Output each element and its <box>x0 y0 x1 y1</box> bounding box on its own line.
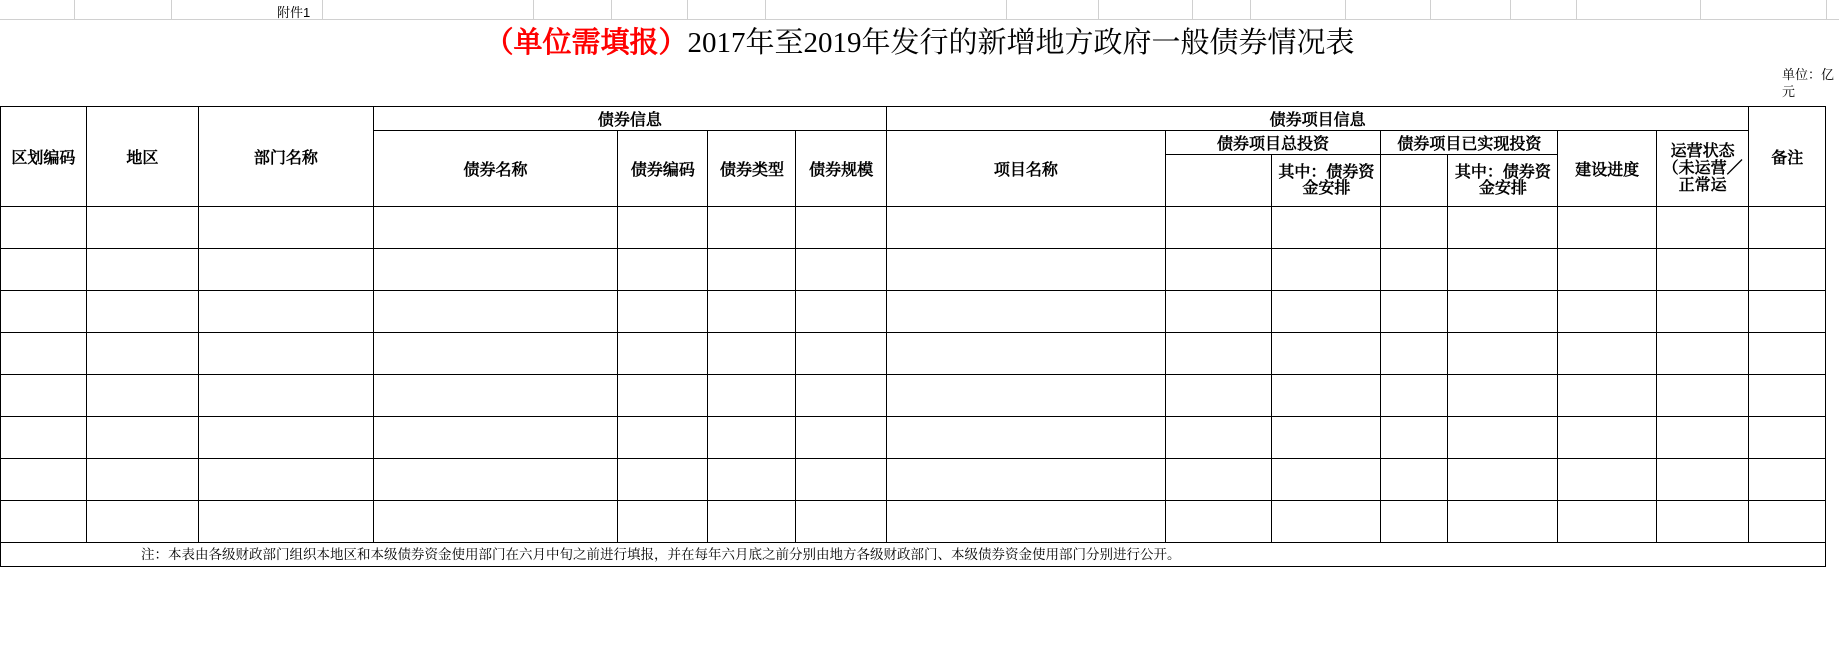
title-prefix: （单位需填报） <box>484 27 688 59</box>
cell-total-investment-of-which[interactable] <box>1272 501 1381 543</box>
cell-department-name[interactable] <box>199 459 374 501</box>
cell-construction-progress[interactable] <box>1558 249 1656 291</box>
cell-bond-code[interactable] <box>618 417 708 459</box>
col-header-department-name: 部门名称 <box>199 107 374 207</box>
grid-line <box>1192 0 1193 20</box>
grid-line <box>1345 0 1346 20</box>
cell-department-name[interactable] <box>199 501 374 543</box>
cell-bond-scale[interactable] <box>796 375 886 417</box>
cell-construction-progress[interactable] <box>1558 417 1656 459</box>
cell-bond-code[interactable] <box>618 501 708 543</box>
cell-realized-investment[interactable] <box>1381 501 1448 543</box>
col-header-bond-type: 债券类型 <box>708 131 796 207</box>
cell-remarks[interactable] <box>1749 249 1826 291</box>
cell-bond-scale[interactable] <box>796 417 886 459</box>
cell-district-code[interactable] <box>1 249 87 291</box>
col-header-realized-investment-of-which: 其中：债券资金安排 <box>1448 155 1558 207</box>
cell-remarks[interactable] <box>1749 333 1826 375</box>
cell-operation-status[interactable] <box>1656 249 1749 291</box>
cell-construction-progress[interactable] <box>1558 459 1656 501</box>
footer-note: 注：本表由各级财政部门组织本地区和本级债券资金使用部门在六月中旬之前进行填报，并在每年六月底之前分别由地方各级财政部门、本级债券资金使用部门分别进行公开。 <box>0 543 1826 567</box>
cell-bond-code[interactable] <box>618 291 708 333</box>
cell-total-investment[interactable] <box>1165 291 1272 333</box>
cell-region[interactable] <box>86 375 198 417</box>
cell-bond-type[interactable] <box>708 207 796 249</box>
cell-construction-progress[interactable] <box>1558 333 1656 375</box>
col-header-remarks: 备注 <box>1749 107 1826 207</box>
cell-bond-scale[interactable] <box>796 459 886 501</box>
attachment-label: 附件1 <box>277 5 311 20</box>
bond-table <box>0 106 1826 543</box>
grid-line <box>171 0 172 20</box>
grid-line <box>1826 0 1827 20</box>
cell-total-investment-of-which[interactable] <box>1272 249 1381 291</box>
cell-total-investment-of-which[interactable] <box>1272 459 1381 501</box>
cell-district-code[interactable] <box>1 501 87 543</box>
cell-realized-investment-of-which[interactable] <box>1448 291 1558 333</box>
page-title <box>484 27 1354 59</box>
cell-project-name[interactable] <box>886 249 1165 291</box>
cell-operation-status[interactable] <box>1656 207 1749 249</box>
cell-total-investment[interactable] <box>1165 333 1272 375</box>
cell-realized-investment[interactable] <box>1381 459 1448 501</box>
cell-total-investment[interactable] <box>1165 249 1272 291</box>
grid-line <box>1430 0 1431 20</box>
table-body <box>1 207 1826 543</box>
col-header-realized-investment-blank <box>1381 155 1448 207</box>
col-header-operation-status: 运营状态（未运营／正常运 <box>1656 131 1749 207</box>
cell-operation-status[interactable] <box>1656 417 1749 459</box>
cell-operation-status[interactable] <box>1656 375 1749 417</box>
unit-row <box>0 66 1839 106</box>
cell-realized-investment-of-which[interactable] <box>1448 249 1558 291</box>
cell-bond-code[interactable] <box>618 249 708 291</box>
cell-construction-progress[interactable] <box>1558 501 1656 543</box>
cell-operation-status[interactable] <box>1656 501 1749 543</box>
cell-bond-type[interactable] <box>708 501 796 543</box>
col-header-district-code: 区划编码 <box>1 107 87 207</box>
cell-project-name[interactable] <box>886 417 1165 459</box>
cell-bond-scale[interactable] <box>796 501 886 543</box>
cell-department-name[interactable] <box>199 333 374 375</box>
cell-bond-scale[interactable] <box>796 291 886 333</box>
cell-construction-progress[interactable] <box>1558 291 1656 333</box>
cell-project-name[interactable] <box>886 459 1165 501</box>
cell-bond-type[interactable] <box>708 291 796 333</box>
col-header-construction-progress: 建设进度 <box>1558 131 1656 207</box>
cell-realized-investment[interactable] <box>1381 249 1448 291</box>
table-row[interactable] <box>1 291 1826 333</box>
cell-realized-investment-of-which[interactable] <box>1448 333 1558 375</box>
cell-realized-investment-of-which[interactable] <box>1448 207 1558 249</box>
group-header-project-info: 债券项目信息 <box>886 107 1749 131</box>
cell-bond-name[interactable] <box>373 333 617 375</box>
col-header-total-investment-blank <box>1165 155 1272 207</box>
cell-bond-name[interactable] <box>373 417 617 459</box>
grid-line <box>687 0 688 20</box>
cell-bond-code[interactable] <box>618 459 708 501</box>
cell-project-name[interactable] <box>886 291 1165 333</box>
cell-remarks[interactable] <box>1749 207 1826 249</box>
col-header-project-name: 项目名称 <box>886 131 1165 207</box>
cell-district-code[interactable] <box>1 207 87 249</box>
cell-realized-investment-of-which[interactable] <box>1448 459 1558 501</box>
cell-region[interactable] <box>86 501 198 543</box>
table-head <box>1 107 1826 207</box>
col-header-realized-investment: 债券项目已实现投资 <box>1381 131 1558 155</box>
cell-region[interactable] <box>86 207 198 249</box>
cell-bond-code[interactable] <box>618 207 708 249</box>
cell-total-investment[interactable] <box>1165 459 1272 501</box>
cell-bond-type[interactable] <box>708 249 796 291</box>
grid-line <box>1098 0 1099 20</box>
cell-region[interactable] <box>86 333 198 375</box>
grid-line <box>322 0 323 20</box>
grid-line <box>1576 0 1577 20</box>
cell-region[interactable] <box>86 249 198 291</box>
cell-district-code[interactable] <box>1 459 87 501</box>
cell-bond-name[interactable] <box>373 459 617 501</box>
cell-region[interactable] <box>86 459 198 501</box>
cell-remarks[interactable] <box>1749 291 1826 333</box>
cell-total-investment-of-which[interactable] <box>1272 375 1381 417</box>
grid-line <box>1510 0 1511 20</box>
cell-remarks[interactable] <box>1749 501 1826 543</box>
col-header-total-investment-of-which: 其中：债券资金安排 <box>1272 155 1381 207</box>
cell-bond-name[interactable] <box>373 291 617 333</box>
cell-project-name[interactable] <box>886 333 1165 375</box>
cell-region[interactable] <box>86 291 198 333</box>
cell-bond-scale[interactable] <box>796 333 886 375</box>
cell-total-investment[interactable] <box>1165 375 1272 417</box>
cell-district-code[interactable] <box>1 417 87 459</box>
cell-construction-progress[interactable] <box>1558 375 1656 417</box>
cell-district-code[interactable] <box>1 291 87 333</box>
cell-construction-progress[interactable] <box>1558 207 1656 249</box>
cell-department-name[interactable] <box>199 207 374 249</box>
table-row[interactable] <box>1 459 1826 501</box>
cell-realized-investment[interactable] <box>1381 291 1448 333</box>
cell-realized-investment[interactable] <box>1381 375 1448 417</box>
table-row[interactable] <box>1 207 1826 249</box>
header-group-row <box>1 107 1826 131</box>
title-main: 2017年至2019年发行的新增地方政府一般债券情况表 <box>687 27 1355 59</box>
grid-line <box>1250 0 1251 20</box>
col-header-bond-name: 债券名称 <box>373 131 617 207</box>
grid-line <box>765 0 766 20</box>
grid-line <box>74 0 75 20</box>
grid-line <box>1006 0 1007 20</box>
cell-project-name[interactable] <box>886 501 1165 543</box>
cell-bond-scale[interactable] <box>796 249 886 291</box>
col-header-region: 地区 <box>86 107 198 207</box>
cell-realized-investment[interactable] <box>1381 207 1448 249</box>
cell-bond-name[interactable] <box>373 249 617 291</box>
table-row[interactable] <box>1 375 1826 417</box>
title-row <box>0 20 1839 66</box>
cell-remarks[interactable] <box>1749 459 1826 501</box>
grid-line <box>1700 0 1701 20</box>
cell-bond-name[interactable] <box>373 207 617 249</box>
table-row[interactable] <box>1 417 1826 459</box>
unit-note: 单位：亿元 <box>1782 67 1835 99</box>
cell-realized-investment-of-which[interactable] <box>1448 501 1558 543</box>
cell-remarks[interactable] <box>1749 375 1826 417</box>
cell-total-investment-of-which[interactable] <box>1272 291 1381 333</box>
cell-bond-code[interactable] <box>618 375 708 417</box>
cell-total-investment[interactable] <box>1165 501 1272 543</box>
cell-district-code[interactable] <box>1 333 87 375</box>
cell-bond-type[interactable] <box>708 375 796 417</box>
table-row[interactable] <box>1 249 1826 291</box>
cell-bond-scale[interactable] <box>796 207 886 249</box>
cell-department-name[interactable] <box>199 249 374 291</box>
cell-total-investment[interactable] <box>1165 207 1272 249</box>
cell-realized-investment-of-which[interactable] <box>1448 375 1558 417</box>
cell-total-investment-of-which[interactable] <box>1272 417 1381 459</box>
group-header-bond-info: 债券信息 <box>373 107 886 131</box>
cell-bond-name[interactable] <box>373 501 617 543</box>
cell-operation-status[interactable] <box>1656 291 1749 333</box>
cell-remarks[interactable] <box>1749 417 1826 459</box>
col-header-bond-scale: 债券规模 <box>796 131 886 207</box>
cell-realized-investment[interactable] <box>1381 417 1448 459</box>
cell-realized-investment[interactable] <box>1381 333 1448 375</box>
cell-bond-type[interactable] <box>708 459 796 501</box>
grid-line <box>611 0 612 20</box>
grid-line <box>533 0 534 20</box>
cell-operation-status[interactable] <box>1656 333 1749 375</box>
cell-department-name[interactable] <box>199 375 374 417</box>
cell-department-name[interactable] <box>199 291 374 333</box>
cell-bond-type[interactable] <box>708 333 796 375</box>
cell-bond-code[interactable] <box>618 333 708 375</box>
col-header-bond-code: 债券编码 <box>618 131 708 207</box>
cell-department-name[interactable] <box>199 417 374 459</box>
col-header-total-investment: 债券项目总投资 <box>1165 131 1380 155</box>
cell-total-investment-of-which[interactable] <box>1272 207 1381 249</box>
attachment-row <box>0 0 1839 20</box>
cell-district-code[interactable] <box>1 375 87 417</box>
cell-total-investment-of-which[interactable] <box>1272 333 1381 375</box>
table-row[interactable] <box>1 333 1826 375</box>
cell-operation-status[interactable] <box>1656 459 1749 501</box>
table-row[interactable] <box>1 501 1826 543</box>
cell-realized-investment-of-which[interactable] <box>1448 417 1558 459</box>
cell-bond-type[interactable] <box>708 417 796 459</box>
cell-total-investment[interactable] <box>1165 417 1272 459</box>
cell-region[interactable] <box>86 417 198 459</box>
cell-bond-name[interactable] <box>373 375 617 417</box>
cell-project-name[interactable] <box>886 207 1165 249</box>
cell-project-name[interactable] <box>886 375 1165 417</box>
